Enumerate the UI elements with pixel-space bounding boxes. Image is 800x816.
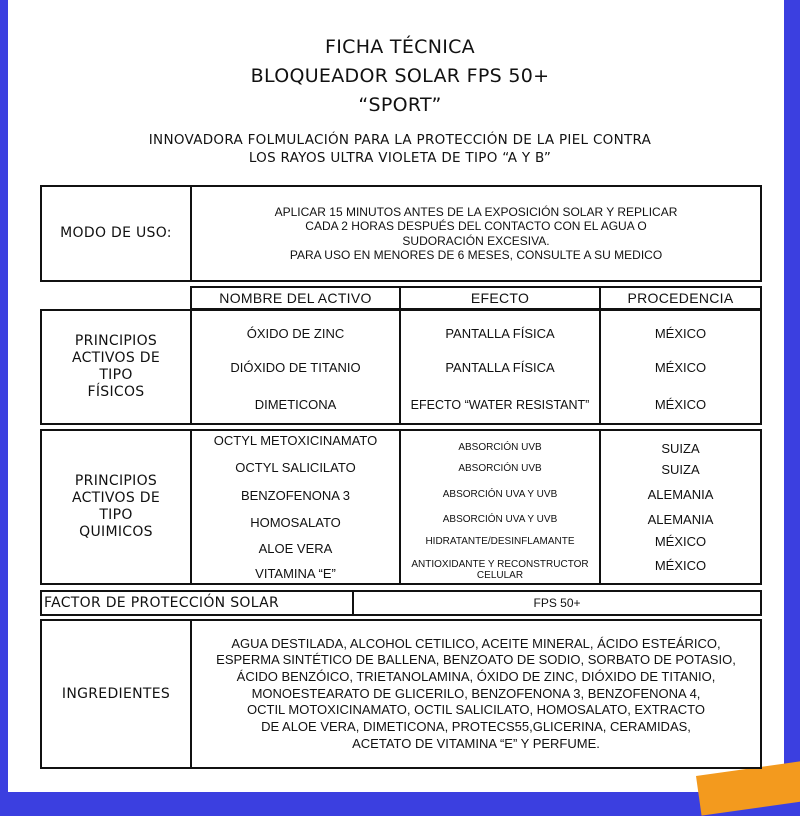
ingredientes-line: ÁCIDO BENZÓICO, TRIETANOLAMINA, ÓXIDO DE ZINC, DIÓXIDO DE TITANIO, [236, 669, 716, 685]
quimicos-row-origin: MÉXICO [654, 534, 707, 550]
fisicos-row-origin: MÉXICO [654, 360, 707, 376]
modo-uso-line-3: SUDORACIÓN EXCESIVA. [402, 233, 550, 248]
ingredientes-text [192, 621, 760, 767]
fisicos-label-line: ACTIVOS DE [71, 350, 161, 367]
effect-line: ANTIOXIDANTE Y RECONSTRUCTOR [411, 559, 589, 570]
quimicos-row-effect: ABSORCIÓN UVB [458, 463, 542, 474]
title-line-2: BLOQUEADOR SOLAR FPS 50+ [250, 65, 550, 87]
effect-line: CELULAR [476, 570, 524, 581]
quimicos-row-effect: ABSORCIÓN UVA Y UVB [442, 514, 558, 525]
ingredientes-label: INGREDIENTES [61, 685, 171, 702]
divider [190, 429, 192, 585]
fisicos-label-line: PRINCIPIOS [74, 333, 158, 350]
quimicos-row-origin: ALEMANIA [647, 512, 714, 528]
fisicos-row-origin: MÉXICO [654, 397, 707, 413]
quimicos-row-origin: ALEMANIA [647, 487, 714, 503]
quimicos-label-line: ACTIVOS DE [71, 490, 161, 507]
fisicos-row-name: DIMETICONA [254, 397, 337, 413]
ingredientes-line: DE ALOE VERA, DIMETICONA, PROTECS55,GLICERINA, CERAMIDAS, [261, 718, 691, 734]
quimicos-row-name: VITAMINA “E” [255, 566, 336, 582]
ingredientes-line: AGUA DESTILADA, ALCOHOL CETILICO, ACEITE MINERAL, ÁCIDO ESTEÁRICO, [231, 635, 721, 651]
modo-uso-line-1: APLICAR 15 MINUTOS ANTES DE LA EXPOSICIÓN SOLAR Y REPLICAR [274, 204, 678, 219]
title-line-1: FICHA TÉCNICA [325, 36, 475, 58]
ingredientes-line: MONOESTEARATO DE GLICERILO, BENZOFENONA 3, BENZOFENONA 4, [251, 685, 701, 701]
column-header-effect: EFECTO [470, 289, 530, 306]
modo-uso-text [192, 187, 760, 280]
fisicos-row-origin: MÉXICO [654, 326, 707, 342]
quimicos-row-name: OCTYL METOXICINAMATO [213, 433, 378, 449]
fisicos-label [42, 311, 190, 423]
quimicos-row-name: OCTYL SALICILATO [235, 460, 356, 476]
fisicos-row-effect: PANTALLA FÍSICA [445, 360, 555, 376]
quimicos-row-effect [401, 557, 599, 583]
modo-uso-line-2: CADA 2 HORAS DESPUÉS DEL CONTACTO CON EL AGUA O [305, 219, 647, 234]
fisicos-row-effect: EFECTO “WATER RESISTANT” [410, 397, 590, 412]
quimicos-label-line: PRINCIPIOS [74, 473, 158, 490]
quimicos-row-effect: HIDRATANTE/DESINFLAMANTE [425, 536, 575, 547]
column-header-origin: PROCEDENCIA [627, 289, 734, 306]
quimicos-label [42, 431, 190, 583]
quimicos-row-name: BENZOFENONA 3 [240, 488, 351, 504]
quimicos-row-name: ALOE VERA [258, 541, 333, 557]
fisicos-row-effect: PANTALLA FÍSICA [445, 326, 555, 342]
fisicos-row-name: DIÓXIDO DE TITANIO [230, 360, 361, 376]
column-header-name: NOMBRE DEL ACTIVO [219, 289, 372, 306]
subtitle-line-2: LOS RAYOS ULTRA VIOLETA DE TIPO “A Y B” [248, 150, 552, 166]
fisicos-label-line: FÍSICOS [87, 383, 145, 400]
modo-uso-line-4: PARA USO EN MENORES DE 6 MESES, CONSULTE A SU MEDICO [289, 247, 663, 262]
ingredientes-line: ESPERMA SINTÉTICO DE BALLENA, BENZOATO DE SODIO, SORBATO DE POTASIO, [216, 652, 736, 668]
subtitle-line-1: INNOVADORA FOLMULACIÓN PARA LA PROTECCIÓN DE LA PIEL CONTRA [148, 132, 652, 148]
quimicos-label-line: TIPO [99, 507, 133, 523]
fps-value: FPS 50+ [533, 595, 581, 610]
quimicos-row-origin: MÉXICO [654, 558, 707, 574]
fisicos-label-line: TIPO [99, 367, 133, 383]
quimicos-row-effect: ABSORCIÓN UVA Y UVB [442, 489, 558, 500]
fisicos-row-name: ÓXIDO DE ZINC [246, 326, 345, 342]
ingredientes-line: OCTIL MOTOXICINAMATO, OCTIL SALICILATO, HOMOSALATO, EXTRACTO [247, 702, 705, 718]
quimicos-row-name: HOMOSALATO [250, 515, 341, 531]
quimicos-label-line: QUIMICOS [79, 523, 153, 540]
modo-uso-label: MODO DE USO: [60, 225, 172, 242]
ingredientes-line: ACETATO DE VITAMINA “E” Y PERFUME. [352, 735, 600, 751]
quimicos-row-origin: SUIZA [661, 462, 700, 478]
title-line-3: “SPORT” [358, 94, 442, 116]
fps-label: FACTOR DE PROTECCIÓN SOLAR [44, 594, 280, 611]
quimicos-row-effect: ABSORCIÓN UVB [458, 442, 542, 453]
quimicos-row-origin: SUIZA [661, 441, 700, 457]
